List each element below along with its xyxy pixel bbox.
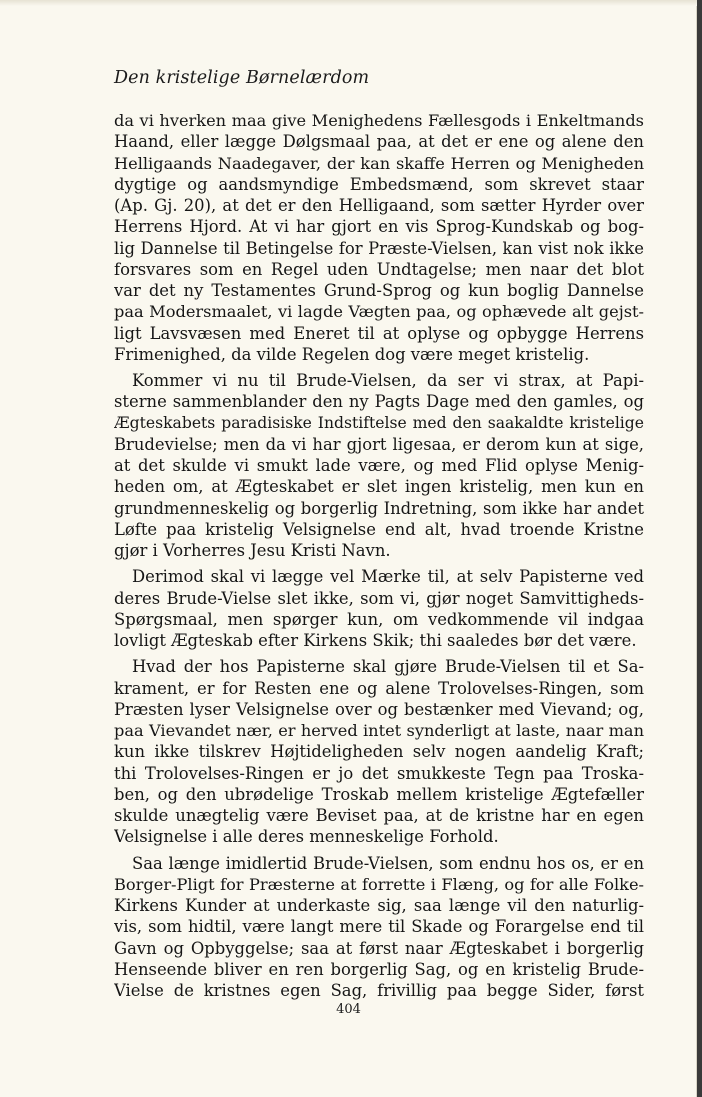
text-line: dygtige og aandsmyndige Embedsmænd, som skrevet staar xyxy=(114,174,644,194)
text-line: ben, og den ubrødelige Troskab mellem kristelige Ægtefæller xyxy=(114,784,644,804)
text-line: Hvad der hos Papisterne skal gjøre Brude-Vielsen til et Sa- xyxy=(132,657,644,677)
running-head: Den kristelige Børnelærdom xyxy=(114,68,370,88)
text-line: Vielse de kristnes egen Sag, frivillig paa begge Sider, først xyxy=(114,981,644,1000)
text-line: paa Vievandet nær, er herved intet synderligt at laste, naar man xyxy=(114,721,644,740)
text-line: Derimod skal vi lægge vel Mærke til, at selv Papisterne ved xyxy=(132,567,644,587)
text-line: sterne sammenblander den ny Pagts Dage med den gamles, og xyxy=(114,392,644,412)
text-line: skulde unægtelig være Beviset paa, at de kristne har en egen xyxy=(114,806,644,825)
text-line: Brudevielse; men da vi har gjort ligesaa, er derom kun at sige, xyxy=(114,434,644,454)
text-line: Kirkens Kunder at underkaste sig, saa længe vil den naturlig- xyxy=(114,896,644,915)
text-line: deres Brude-Vielse slet ikke, som vi, gjør noget Samvittigheds- xyxy=(114,588,644,608)
text-line: thi Trolovelses-Ringen er jo det smukkeste Tegn paa Troska- xyxy=(114,763,644,783)
text-line: Præsten lyser Velsignelse over og bestænker med Vievand; og, xyxy=(114,699,644,719)
text-line: Haand, eller lægge Dølgsmaal paa, at det er ene og alene den xyxy=(114,132,644,152)
paragraph xyxy=(114,853,644,1002)
text-line: Helligaands Naadegaver, der kan skaffe Herren og Menigheden xyxy=(114,153,644,173)
text-line: grundmenneskelig og borgerlig Indretning, som ikke har andet xyxy=(114,498,644,518)
text-line: gjør i Vorherres Jesu Kristi Navn. xyxy=(114,541,391,560)
paragraph xyxy=(114,370,644,561)
text-line: var det ny Testamentes Grund-Sprog og kun boglig Dannelse xyxy=(114,281,644,300)
text-line: da vi hverken maa give Menighedens Fællesgods i Enkeltmands xyxy=(114,111,644,130)
text-line: forsvares som en Regel uden Undtagelse; men naar det blot xyxy=(114,259,644,279)
text-line: ligt Lavsvæsen med Eneret til at oplyse og opbygge Herrens xyxy=(114,323,644,343)
text-line: vis, som hidtil, være langt mere til Skade og Forargelse end til xyxy=(114,917,644,937)
text-line: Kommer vi nu til Brude-Vielsen, da ser vi strax, at Papi- xyxy=(132,371,644,390)
body-text xyxy=(114,110,644,1001)
text-line: Ægteskabets paradisiske Indstiftelse med den saakaldte kristelige xyxy=(114,413,644,432)
text-line: paa Modersmaalet, vi lagde Vægten paa, og ophævede alt gejst- xyxy=(114,302,644,322)
text-line: Løfte paa kristelig Velsignelse end alt, hvad troende Kristne xyxy=(114,519,644,539)
paragraph xyxy=(114,566,644,651)
text-line: Velsignelse i alle deres menneskelige Forhold. xyxy=(114,827,499,847)
paragraph xyxy=(114,110,644,365)
text-line: Gavn og Opbyggelse; saa at først naar Ægteskabet i borgerlig xyxy=(114,938,644,958)
text-line: (Ap. Gj. 20), at det er den Helligaand, som sætter Hyrder over xyxy=(114,196,644,215)
text-line: lig Dannelse til Betingelse for Præste-Vielsen, kan vist nok ikke xyxy=(114,238,644,258)
text-line: lovligt Ægteskab efter Kirkens Skik; thi saaledes bør det være. xyxy=(114,631,637,650)
paragraph xyxy=(114,656,644,847)
text-line: Frimenighed, da vilde Regelen dog være meget kristelig. xyxy=(114,344,590,364)
text-line: heden om, at Ægteskabet er slet ingen kristelig, men kun en xyxy=(114,477,644,497)
text-line: Henseende bliver en ren borgerlig Sag, og en kristelig Brude- xyxy=(114,959,644,979)
text-line: Borger-Pligt for Præsterne at forrette i Flæng, og for alle Folke- xyxy=(114,874,644,894)
page-number: 404 xyxy=(336,1002,361,1017)
text-line: at det skulde vi smukt lade være, og med Flid oplyse Menig- xyxy=(114,456,644,475)
text-line: Herrens Hjord. At vi har gjort en vis Sprog-Kundskab og bog- xyxy=(114,217,644,237)
text-line: krament, er for Resten ene og alene Trolovelses-Ringen, som xyxy=(114,678,644,698)
text-line: kun ikke tilskrev Højtideligheden selv nogen aandelig Kraft; xyxy=(114,742,644,762)
text-line: Spørgsmaal, men spørger kun, om vedkommende vil indgaa xyxy=(114,609,644,629)
text-line: Saa længe imidlertid Brude-Vielsen, som endnu hos os, er en xyxy=(132,853,644,873)
